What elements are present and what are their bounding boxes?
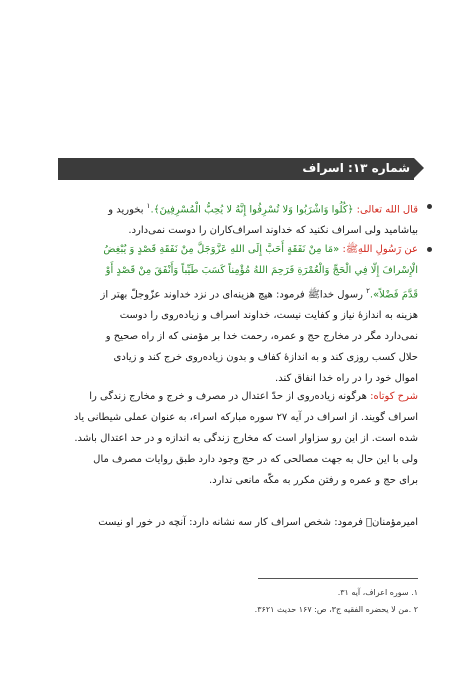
footnote-ref-2: ۲: [366, 287, 370, 295]
hadith-text-1: «مَا مِنْ نَفَقَةٍ أَحَبَّ إِلَی اللهِ عَزَّوَجَلَّ مِنْ نَفَقَةِ قَصْدٍ وَ يُبْغِضُ: [103, 244, 340, 255]
hadith-line-3: [56, 281, 418, 305]
section-arrow-icon: [414, 158, 424, 178]
explanation-label: شرح کوتاه:: [370, 391, 418, 402]
section-header-rule: [58, 178, 414, 180]
section-title: شماره ۱۳: اسراف: [302, 161, 410, 175]
footnotes: [56, 584, 418, 618]
hadith-line-1: [56, 239, 418, 260]
hadith-line-5: نمی‌دارد مگر در مخارج حج و عمره، رحمت خدا بر مؤمنی که از راه صحیح و: [105, 331, 418, 343]
paragraph-quran-line-2: بیاشامید ولی اسراف نکنید که خداوند اسراف‌کاران را دوست نمی‌دارد.: [128, 225, 418, 237]
hadith-text-3: قَدَّمَ فَضْلاً».: [369, 289, 418, 301]
quran-verse: ﴿كُلُوا وَاشْرَبُوا وَلا تُسْرِفُوا إِنَّهُ لا يُحِبُّ الْمُسْرِفِينَ﴾.: [150, 204, 354, 216]
hadith-line-2: الْإِسْرافَ إِلّا فِي الْحَجِّ وَالْعُمْرَةِ فَرَحِمَ اللهُ مُؤْمِناً كَسَبَ طَيِّباً وَأَنْفَقَ مِنْ قَصْدٍ أَوْ: [105, 265, 418, 276]
explanation-line-1: [56, 386, 418, 407]
imam-line-1: امیرمؤمنانؑ فرمود: شخص اسراف کار سه نشانه دارد: آنچه در خور او نیست: [98, 517, 418, 528]
translation-text: بخورید و: [108, 204, 144, 216]
paragraph-hadith: [56, 239, 418, 389]
explanation-line-4: ولی با این حال به جهت مصالحی که در حج وجود دارد طبق روایات مصرف مال: [93, 454, 418, 465]
explanation-line-2: اسراف گویند. از اسراف در آیه ۲۷ سوره مبارکه اسراء، به عنوان عملی شیطانی یاد: [73, 412, 418, 423]
hadith-line-6: حلال کسب روزی کند و به اندازۀ کفاف و بدون زیاده‌روی خرج کند و زیادی: [113, 352, 418, 364]
explanation-line-3: شده است. از این رو سزاوار است که مخارج زندگی به اندازه و در حد اعتدال باشد.: [74, 433, 418, 444]
hadith-line-7: اموال خود را در راه خدا انفاق کند.: [275, 373, 418, 385]
footnote-divider: [258, 578, 418, 579]
explanation-line-5: برای حج و عمره و رفتن مکرر به مکّه مانعی ندارد.: [209, 475, 418, 486]
bullet-icon: [427, 204, 432, 209]
paragraph-explanation: [56, 386, 418, 491]
footnote-ref-1: ۱: [146, 202, 151, 210]
footnote-2: ۲ .من لا یحضره الفقیه ج۳، ص: ۱۶۷ حدیث ۳۶۲۱.: [254, 605, 418, 614]
footnote-1: ۱. سوره اعراف، آیه ۳۱.: [337, 588, 418, 597]
paragraph-quran-line-1: [56, 196, 418, 220]
hadith-line-4: هزینه به اندازۀ نیاز و کفایت نیست، خداوند اسراف و زیاده‌روی را دوست: [119, 310, 418, 322]
quran-speaker: قال الله تعالی:: [356, 204, 418, 216]
explanation-text-1: هرگونه زیاده‌روی از حدّ اعتدال در مصرف و خرج و مخارج زندگی را: [89, 391, 367, 402]
hadith-translation-start: رسول خداﷺ فرمود: هیچ هزینه‌ای در نزد خداوند عزّوجلّ بهتر از: [100, 289, 363, 301]
paragraph-quran: [56, 196, 418, 241]
hadith-speaker: عن رَسُولِ اللهِﷺ:: [342, 244, 418, 255]
paragraph-imam: [56, 512, 418, 533]
bullet-icon: [427, 247, 432, 252]
